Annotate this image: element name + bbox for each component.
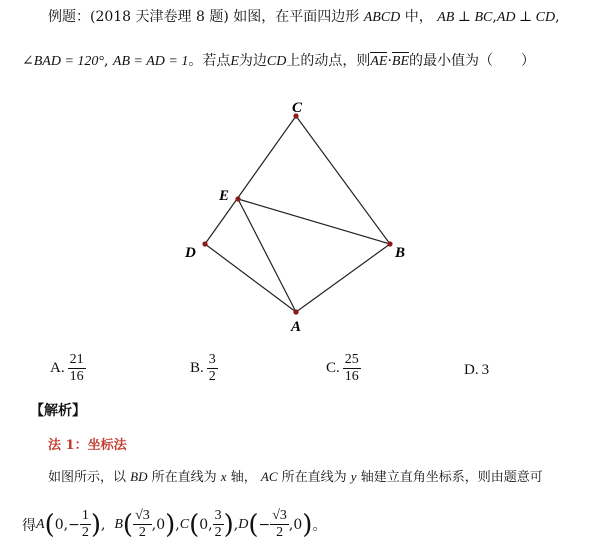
left-paren: ( <box>189 509 200 540</box>
segment-dc <box>205 116 296 244</box>
y-axis-name: y <box>350 469 357 484</box>
left-paren: ( <box>122 509 134 540</box>
condition-ad-cd: AD ⊥ CD <box>496 10 556 25</box>
point-e <box>235 196 240 201</box>
numerator: √3 <box>135 508 150 523</box>
right-paren: ) <box>302 509 313 540</box>
coord-a-name: A <box>36 516 45 532</box>
separator: , <box>555 9 560 25</box>
coord-d-x-sign: − <box>258 516 271 533</box>
denominator: 2 <box>81 525 89 540</box>
comma: , <box>288 516 294 533</box>
comma: , <box>208 516 213 533</box>
denominator: 2 <box>276 525 284 540</box>
segment-ba <box>296 244 390 312</box>
left-paren: ( <box>44 509 55 540</box>
option-letter: D. <box>464 362 479 378</box>
denominator: 16 <box>69 369 84 384</box>
coord-a-x: 0 <box>54 516 64 533</box>
label-d: D <box>185 245 196 261</box>
option-a[interactable] <box>50 352 86 385</box>
problem-text: 为边 <box>238 53 267 69</box>
option-value: 3 <box>481 362 490 378</box>
denominator: 2 <box>214 525 222 540</box>
length-condition: AB = AD = 1 <box>112 54 189 69</box>
segment-eb <box>238 199 390 244</box>
dot-product-sign: · <box>387 53 392 69</box>
condition-ab-bc: AB ⊥ BC <box>437 10 493 25</box>
right-paren: ) <box>90 509 101 540</box>
coord-a-y-sign: − <box>68 516 80 533</box>
figure-points <box>202 113 392 314</box>
point-d <box>202 241 207 246</box>
coord-c-x: 0 <box>199 516 209 533</box>
option-fraction <box>343 352 361 385</box>
coord-d-name: D <box>238 516 249 532</box>
solution-paragraph <box>48 466 543 485</box>
numerator: 3 <box>208 352 216 367</box>
comma: , <box>175 516 180 533</box>
point-e-name: E <box>230 54 239 69</box>
solution-text: 轴建立直角坐标系，则由题意可 <box>360 470 543 485</box>
x-axis-name: x <box>220 469 227 484</box>
option-c[interactable] <box>326 352 361 385</box>
left-paren: ( <box>248 509 259 540</box>
option-letter: A. <box>50 360 65 376</box>
option-fraction <box>207 352 218 385</box>
option-fraction <box>68 352 86 385</box>
period: 。 <box>312 517 327 534</box>
point-a <box>293 309 298 314</box>
problem-question: 的最小值为（ ） <box>409 53 536 69</box>
comma: , <box>233 516 239 533</box>
label-e: E <box>219 188 230 204</box>
option-letter: C. <box>326 360 340 376</box>
comma: , <box>63 516 69 533</box>
vector-be: BE <box>391 54 410 69</box>
denominator: 2 <box>208 369 216 384</box>
coord-d-x <box>270 508 289 541</box>
segment-cb <box>296 116 390 244</box>
coord-b-y: 0 <box>156 516 166 533</box>
coord-a-y <box>80 508 91 541</box>
option-d[interactable] <box>464 362 489 379</box>
coord-b-x <box>133 508 152 541</box>
segment-ad <box>205 244 296 312</box>
right-paren: ) <box>223 509 234 540</box>
problem-text: 中， <box>404 9 433 25</box>
denominator: 16 <box>344 369 359 384</box>
numerator: 3 <box>214 508 222 523</box>
segment-ea <box>238 199 296 312</box>
coord-c-name: C <box>179 516 190 532</box>
coords-prefix: 得 <box>22 517 36 534</box>
coord-b-name: B <box>114 516 123 532</box>
figure-lines <box>205 116 390 312</box>
solution-text: 轴， <box>230 470 257 485</box>
comma: , <box>100 516 106 533</box>
separator: , <box>492 9 497 25</box>
segment-bd-name: BD <box>130 469 148 484</box>
option-letter: B. <box>190 360 204 376</box>
option-b[interactable] <box>190 352 218 385</box>
coordinates-line <box>22 508 326 541</box>
denominator: 2 <box>138 525 146 540</box>
comma: , <box>151 516 157 533</box>
right-paren: ) <box>165 509 176 540</box>
numerator: 25 <box>344 352 359 367</box>
point-b <box>387 241 392 246</box>
segment-cd-name: CD <box>266 54 287 69</box>
separator: , <box>104 53 113 69</box>
label-c: C <box>292 100 303 116</box>
problem-text: 上的动点，则 <box>286 53 371 69</box>
solution-heading: 【解析】 <box>30 403 86 419</box>
numerator: √3 <box>272 508 287 523</box>
method-title: 法 1：坐标法 <box>48 438 127 453</box>
label-a: A <box>291 319 302 335</box>
vector-ae: AE <box>370 54 388 69</box>
solution-text: 如图所示，以 <box>48 470 127 485</box>
problem-intro: 例题：(2018 天津卷理 8 题) 如图，在平面四边形 <box>48 9 360 25</box>
numerator: 21 <box>69 352 84 367</box>
numerator: 1 <box>81 508 89 523</box>
coord-c-y <box>213 508 224 541</box>
angle-condition: ∠BAD = 120° <box>22 54 104 69</box>
coord-d-y: 0 <box>293 516 303 533</box>
segment-ac-name: AC <box>260 469 278 484</box>
quad-name: ABCD <box>363 10 401 25</box>
label-b: B <box>395 245 406 261</box>
solution-text: 所在直线为 <box>151 470 217 485</box>
solution-text: 所在直线为 <box>281 470 347 485</box>
problem-text: 。若点 <box>188 53 231 69</box>
